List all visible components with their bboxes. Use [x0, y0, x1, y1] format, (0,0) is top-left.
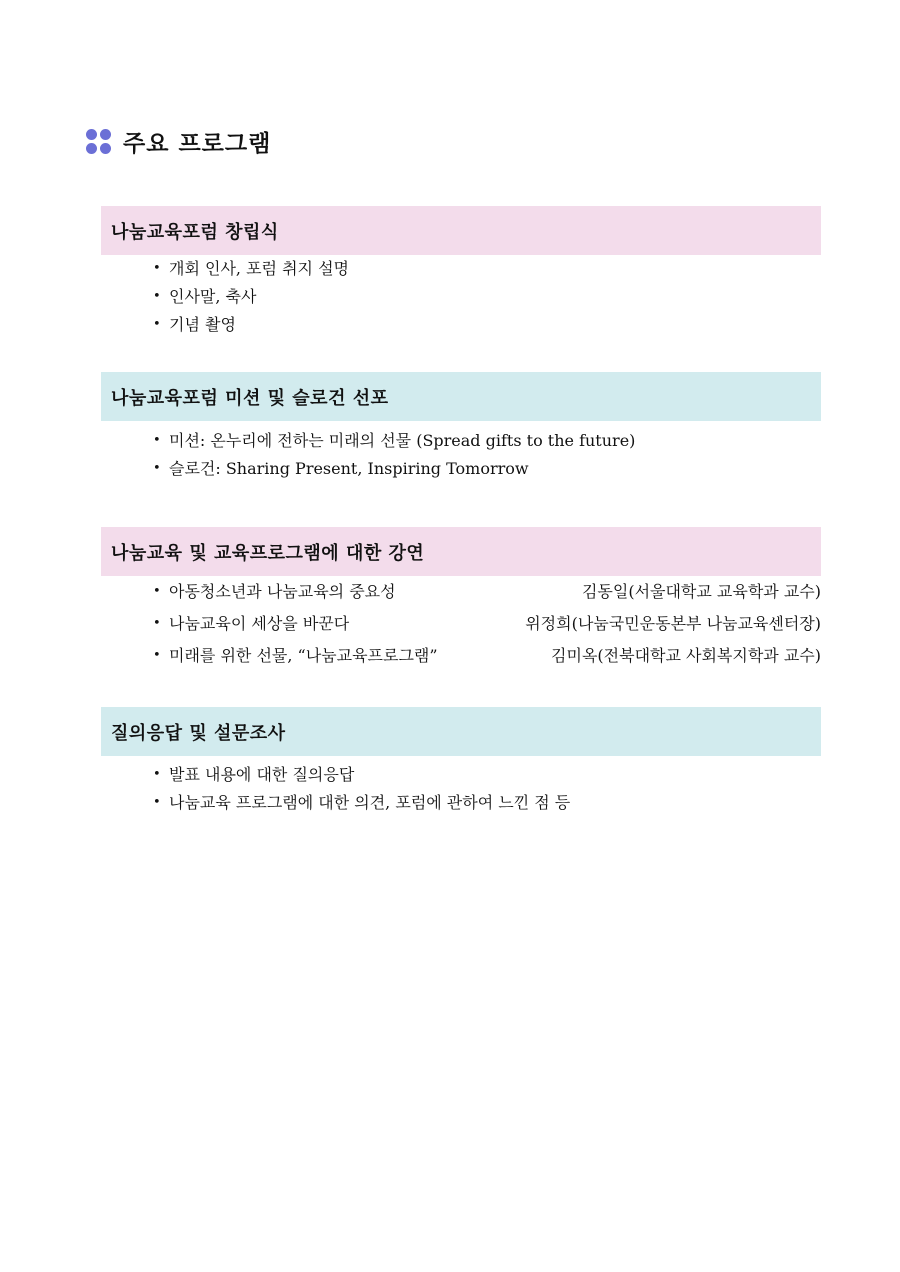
section-qa-survey [101, 707, 821, 817]
section-title: 나눔교육 및 교육프로그램에 대한 강연 [101, 527, 821, 576]
lecture-speaker: 김미옥(전북대학교 사회복지학과 교수) [551, 646, 821, 665]
section-lectures [101, 527, 821, 672]
list-item: • 미션: 온누리에 전하는 미래의 선물 (Spread gifts to the future) [153, 427, 821, 455]
lecture-topic: 나눔교육이 세상을 바꾼다 [169, 614, 350, 633]
list-item: • 발표 내용에 대한 질의응답 [153, 761, 821, 789]
bullet-icon: • [153, 317, 161, 332]
section-items [101, 576, 821, 672]
section-items [101, 255, 821, 339]
section-items [101, 421, 821, 483]
section-founding-ceremony [101, 206, 821, 339]
bullet-icon: • [153, 584, 161, 599]
page-title: 주요 프로그램 [123, 129, 272, 157]
lecture-speaker: 위정희(나눔국민운동본부 나눔교육센터장) [525, 614, 821, 633]
bullet-icon: • [153, 795, 161, 810]
section-title: 나눔교육포럼 미션 및 슬로건 선포 [101, 372, 821, 421]
lecture-speaker: 김동일(서울대학교 교육학과 교수) [581, 582, 821, 601]
lecture-item [153, 608, 821, 640]
section-mission-slogan [101, 372, 821, 483]
lecture-item [153, 640, 821, 672]
list-item: • 개회 인사, 포럼 취지 설명 [153, 255, 821, 283]
list-item: • 슬로건: Sharing Present, Inspiring Tomorrow [153, 455, 821, 483]
list-item: • 인사말, 축사 [153, 283, 821, 311]
list-item: • 기념 촬영 [153, 311, 821, 339]
bullet-icon: • [153, 433, 161, 448]
lecture-topic: 아동청소년과 나눔교육의 중요성 [169, 582, 396, 601]
section-title: 나눔교육포럼 창립식 [101, 206, 821, 255]
bullet-icon: • [153, 648, 161, 663]
lecture-item [153, 576, 821, 608]
list-item: • 나눔교육 프로그램에 대한 의견, 포럼에 관하여 느낀 점 등 [153, 789, 821, 817]
lecture-topic: 미래를 위한 선물, “나눔교육프로그램” [169, 646, 438, 665]
section-title: 질의응답 및 설문조사 [101, 707, 821, 756]
bullet-icon: • [153, 261, 161, 276]
bullet-icon: • [153, 616, 161, 631]
bullet-icon: • [153, 767, 161, 782]
bullet-icon: • [153, 461, 161, 476]
bullet-icon: • [153, 289, 161, 304]
page-heading [86, 124, 271, 158]
section-items [101, 756, 821, 817]
four-dots-icon [86, 129, 111, 154]
